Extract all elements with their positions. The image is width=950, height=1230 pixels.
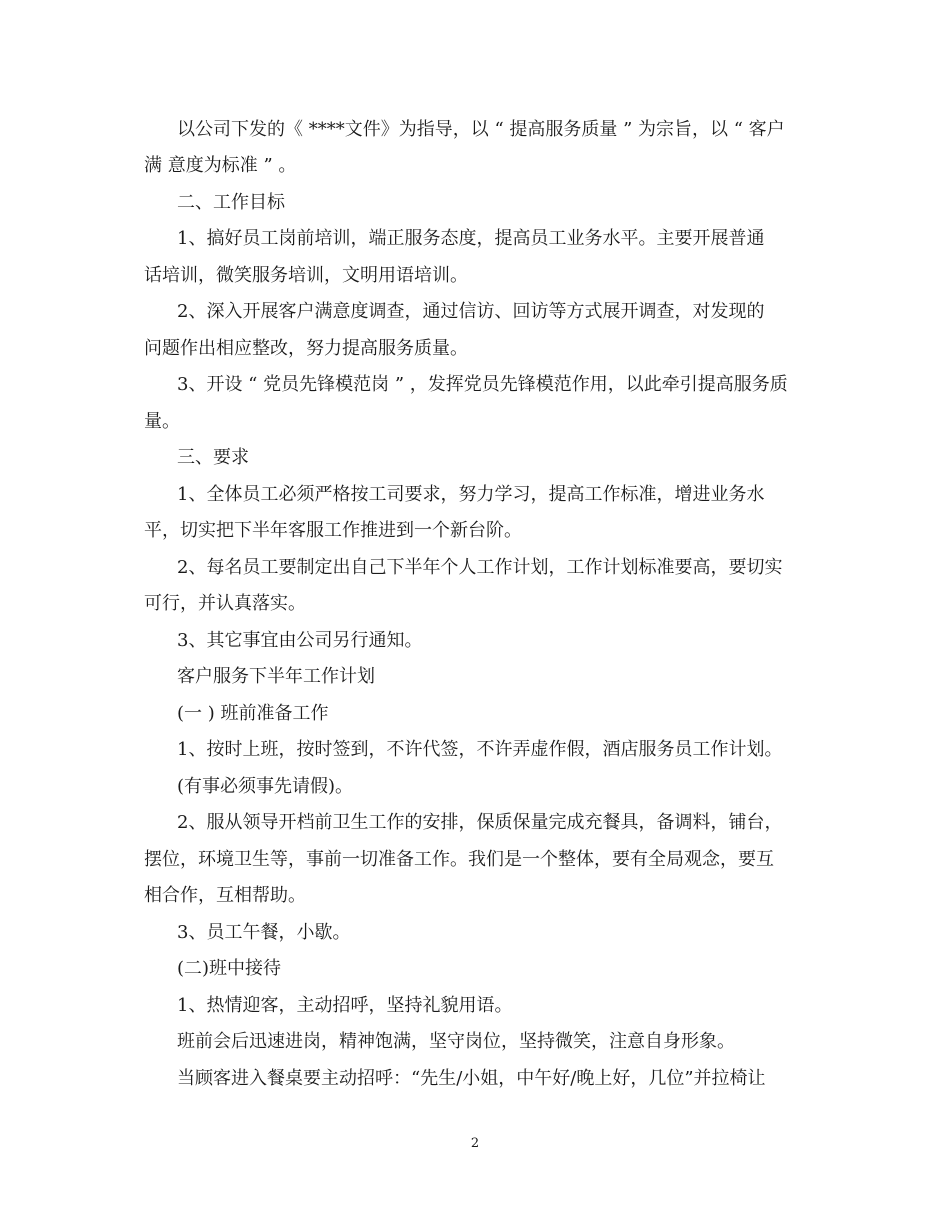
paragraph-line: 3、员工午餐，小歇。 xyxy=(177,922,351,943)
paragraph-line: 2、深入开展客户满意度调查，通过信访、回访等方式展开调查，对发现的 xyxy=(177,301,765,322)
page-number: 2 xyxy=(470,1136,480,1151)
document-subtitle: 客户服务下半年工作计划 xyxy=(177,666,375,687)
paragraph-line: 相合作，互相帮助。 xyxy=(144,885,306,906)
section-heading: (二)班中接待 xyxy=(177,958,282,979)
paragraph-line: 班前会后迅速进岗，精神饱满，坚守岗位，坚持微笑，注意自身形象。 xyxy=(177,1031,735,1052)
paragraph-line: 可行，并认真落实。 xyxy=(144,593,306,614)
paragraph-line: 1、搞好员工岗前培训，端正服务态度，提高员工业务水平。主要开展普通 xyxy=(177,228,765,249)
section-heading: 二、工作目标 xyxy=(177,192,285,213)
paragraph-line: 2、服从领导开档前卫生工作的安排，保质保量完成充餐具，备调料，铺台， xyxy=(177,812,783,833)
paragraph-line: (有事必须事先请假)。 xyxy=(177,776,354,797)
paragraph-line: 满 意度为标准 ” 。 xyxy=(144,155,297,176)
paragraph-line: 2、每名员工要制定出自己下半年个人工作计划，工作计划标准要高，要切实 xyxy=(177,557,783,578)
paragraph-line: 摆位，环境卫生等，事前一切准备工作。我们是一个整体，要有全局观念，要互 xyxy=(144,849,774,870)
paragraph-line: 3、其它事宜由公司另行通知。 xyxy=(177,630,423,651)
paragraph-line: 1、全体员工必须严格按工司要求，努力学习，提高工作标准，增进业务水 xyxy=(177,484,765,505)
paragraph-line: 1、热情迎客，主动招呼，坚持礼貌用语。 xyxy=(177,995,513,1016)
paragraph-line: 3、开设 “ 党员先锋模范岗 ” ，发挥党员先锋模范作用，以此牵引提高服务质 xyxy=(177,374,788,395)
paragraph-line: 以公司下发的《 ****文件》为指导，以 “ 提高服务质量 ” 为宗旨，以 “ 客户 xyxy=(177,119,785,140)
paragraph-line: 问题作出相应整改，努力提高服务质量。 xyxy=(144,338,468,359)
section-heading: (一 ) 班前准备工作 xyxy=(177,703,329,724)
paragraph-line: 平，切实把下半年客服工作推进到一个新台阶。 xyxy=(144,520,522,541)
paragraph-line: 1、按时上班，按时签到，不许代签，不许弄虚作假，酒店服务员工作计划。 xyxy=(177,739,783,760)
paragraph-line: 话培训，微笑服务培训，文明用语培训。 xyxy=(144,265,468,286)
section-heading: 三、要求 xyxy=(177,447,249,468)
paragraph-line: 量。 xyxy=(144,411,180,432)
paragraph-line: 当顾客进入餐桌要主动招呼：“先生/小姐，中午好/晚上好，几位”并拉椅让 xyxy=(177,1068,766,1089)
